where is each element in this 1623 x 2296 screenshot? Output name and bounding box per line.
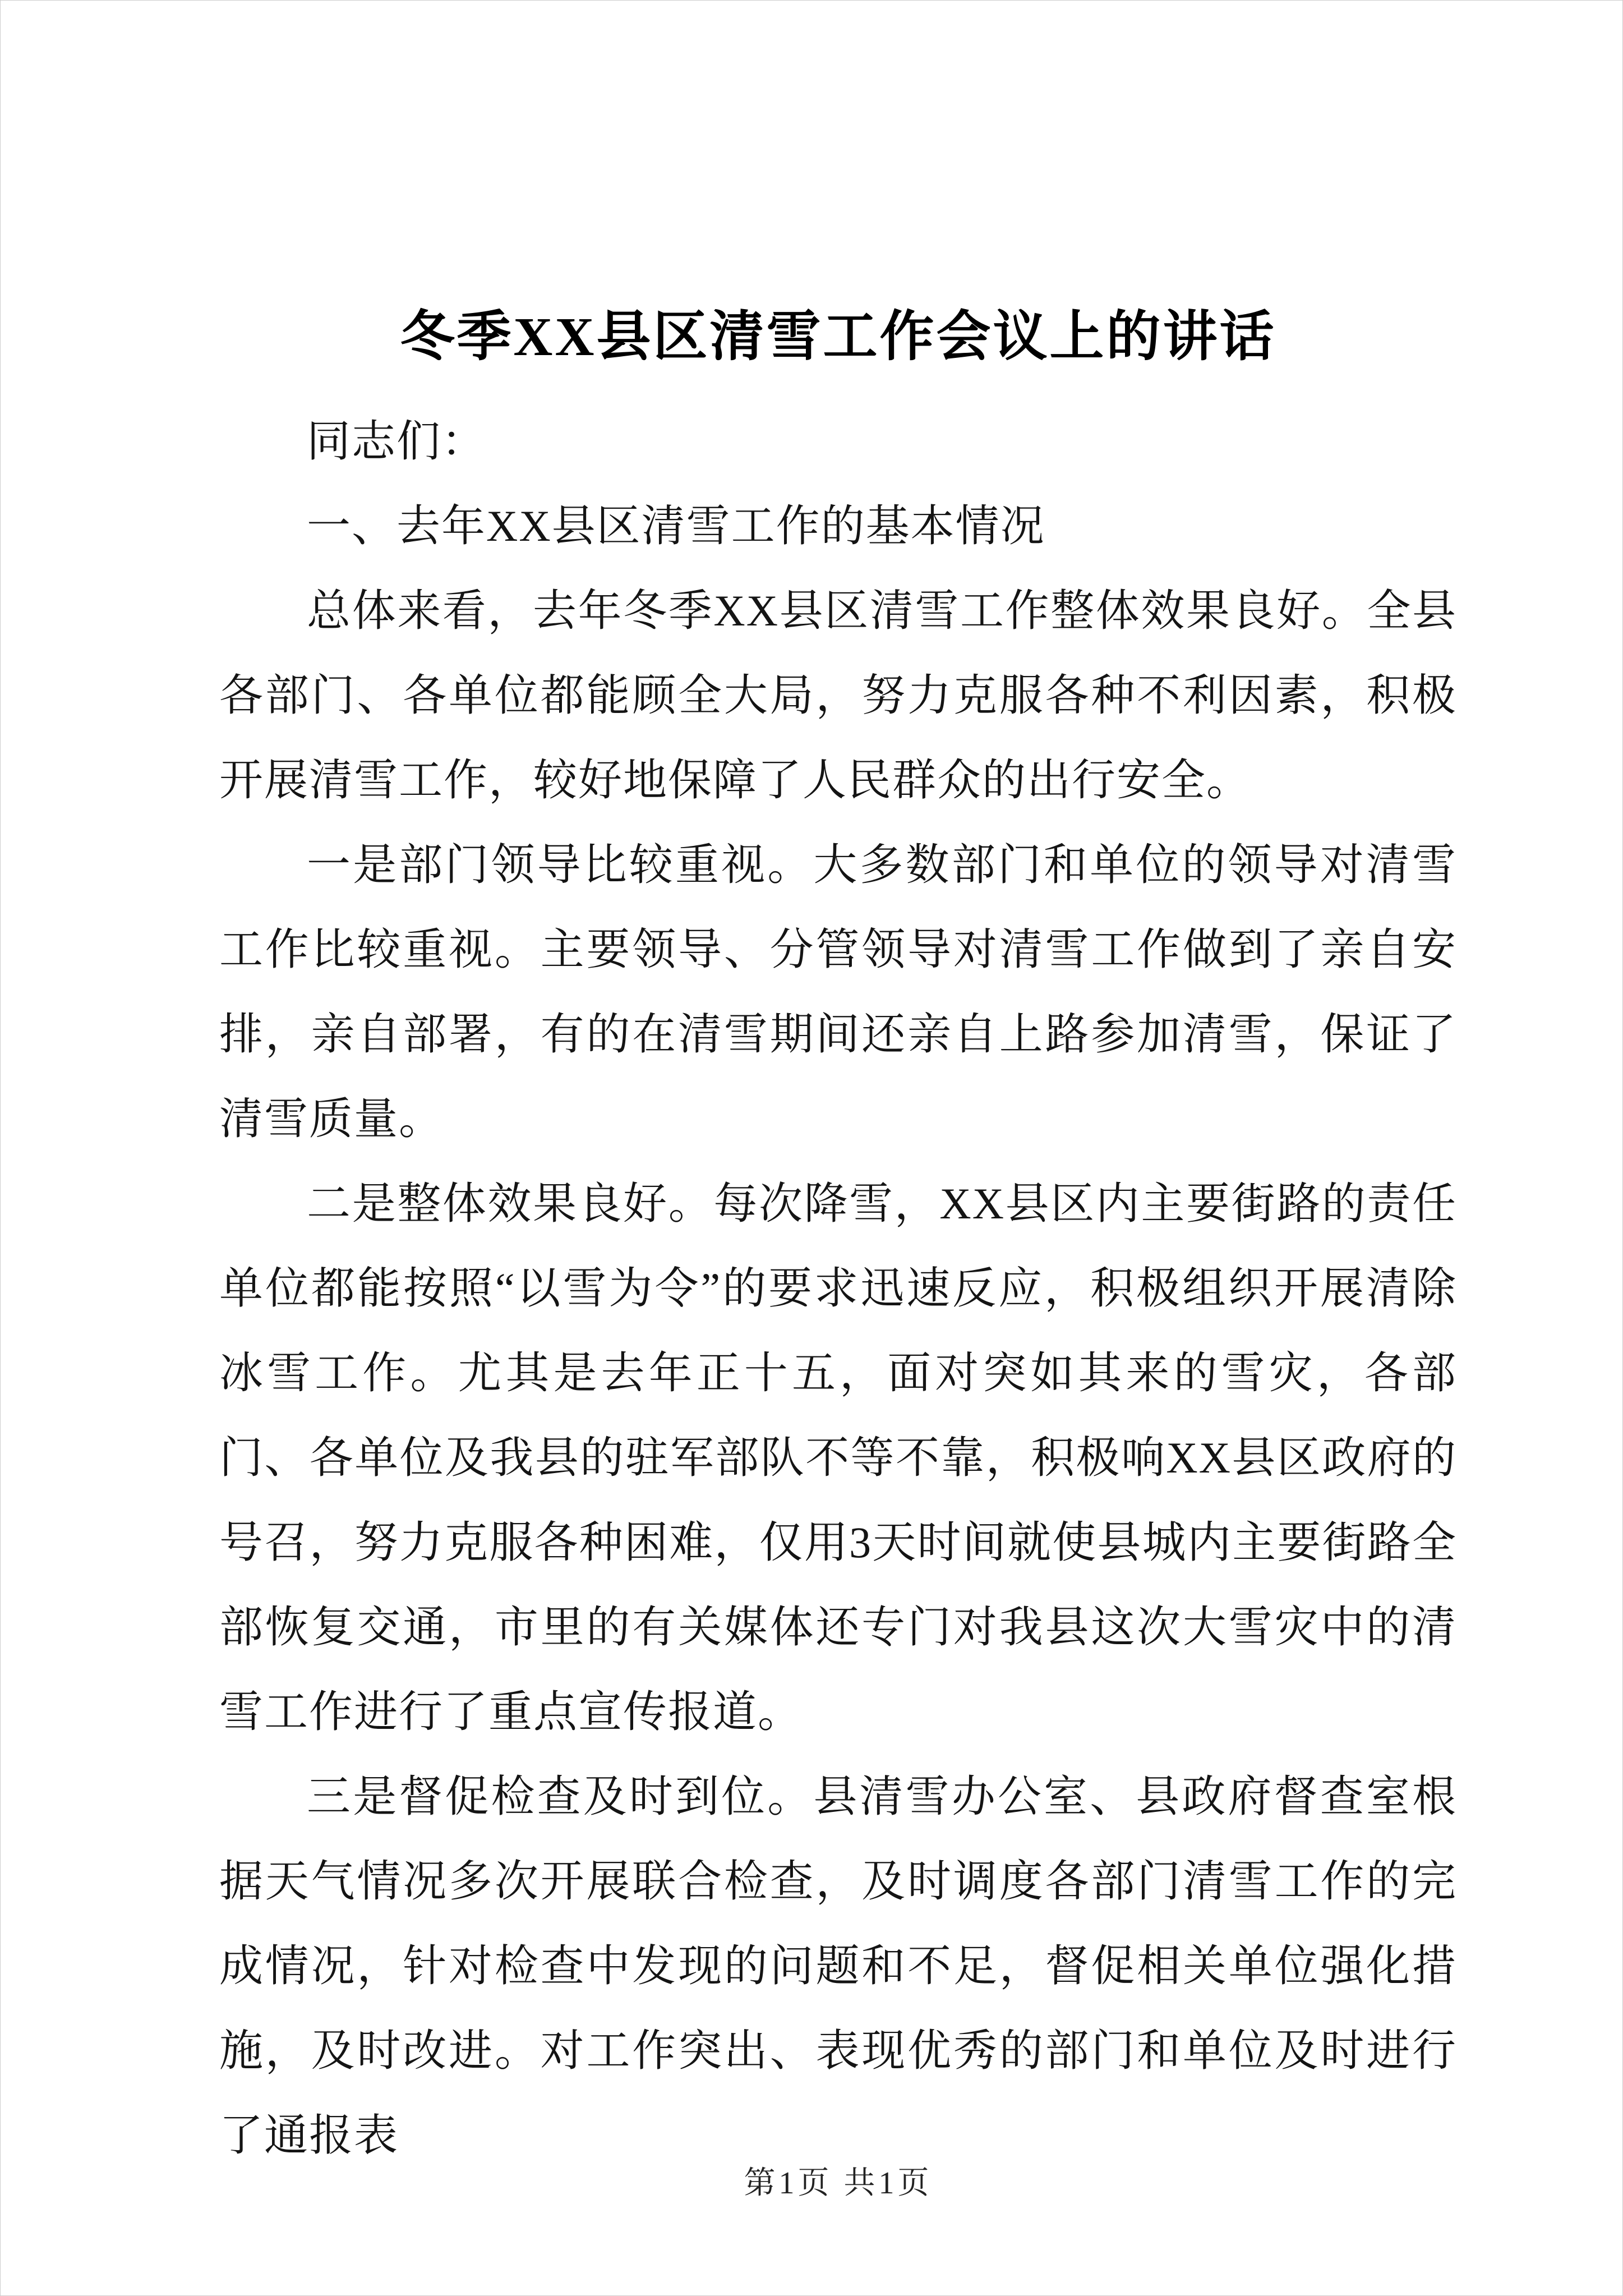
page-footer <box>219 2158 1457 2203</box>
paragraph-point-three: 三是督促检查及时到位。县清雪办公室、县政府督查室根据天气情况多次开展联合检查，及时调度各部门清雪工作的完成情况，针对检查中发现的问题和不足，督促相关单位强化措施，及时改进。对工作突出、表现优秀的部门和单位及时进行了通报表 <box>219 1772 1457 2160</box>
document-title: 冬季XX县区清雪工作会议上的讲话 <box>400 307 1276 367</box>
paragraph-point-two: 二是整体效果良好。每次降雪，XX县区内主要街路的责任单位都能按照“以雪为令”的要求迅速反应，积极组织开展清除冰雪工作。尤其是去年正十五，面对突如其来的雪灾，各部门、各单位及我县的驻军部队不等不靠，积极响XX县区政府的号召，努力克服各种困难，仅用3天时间就使县城内主要街路全部恢复交通，市里的有关媒体还专门对我县这次大雪灾中的清雪工作进行了重点宣传报道。 <box>219 1179 1457 1736</box>
paragraph-overview: 总体来看，去年冬季XX县区清雪工作整体效果良好。全县各部门、各单位都能顾全大局，努力克服各种不利因素，积极开展清雪工作，较好地保障了人民群众的出行安全。 <box>219 586 1457 804</box>
paragraph-point-one: 一是部门领导比较重视。大多数部门和单位的领导对清雪工作比较重视。主要领导、分管领导对清雪工作做到了亲自安排，亲自部署，有的在清雪期间还亲自上路参加清雪，保证了清雪质量。 <box>219 840 1457 1143</box>
paragraph-section-heading: 一、去年XX县区清雪工作的基本情况 <box>307 501 1045 550</box>
paragraph-salutation: 同志们： <box>307 417 487 466</box>
page-number-text: 第1页 共1页 <box>744 2166 933 2201</box>
